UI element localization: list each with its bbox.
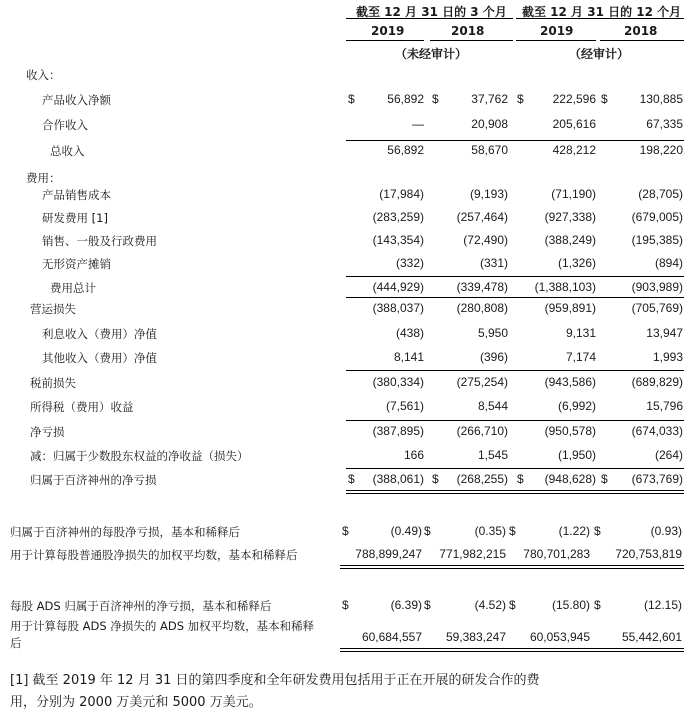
row-value: 8,544 xyxy=(477,399,508,413)
row-label: 无形资产摊销 xyxy=(42,257,111,271)
dollar-sign: $ xyxy=(432,472,439,486)
year-rule-1 xyxy=(346,40,424,41)
dollar-sign: $ xyxy=(348,472,355,486)
row-value: (9,193) xyxy=(469,187,508,201)
pershare-value: (0.93) xyxy=(650,524,682,538)
row-value: (388,061) xyxy=(372,472,424,486)
row-label: 利息收入（费用）净值 xyxy=(42,327,157,341)
footnote-line-2: 用，分别为 2000 万美元和 5000 万美元。 xyxy=(10,695,262,710)
pershare-value: (12.15) xyxy=(643,598,682,612)
pershare-label: 用于计算每股普通股净损失的加权平均数，基本和稀释后 xyxy=(10,548,298,562)
row-label: 费用： xyxy=(26,171,61,185)
pershare-value: 55,442,601 xyxy=(621,630,682,644)
year-rule-2 xyxy=(430,40,513,41)
row-value: (1,388,103) xyxy=(534,280,596,294)
pershare-value: 720,753,819 xyxy=(615,547,682,561)
dollar-sign: $ xyxy=(342,524,349,538)
year-col-4: 2018 xyxy=(624,24,658,38)
double-rule-b xyxy=(346,493,684,494)
perads-double-rule-a xyxy=(340,648,684,649)
row-value: (943,586) xyxy=(544,375,596,389)
row-value: (388,249) xyxy=(544,233,596,247)
rule-above-net-loss xyxy=(346,420,684,421)
dollar-sign: $ xyxy=(509,598,516,612)
row-value: (257,464) xyxy=(456,210,508,224)
header-3-months: 截至 12 月 31 日的 3 个月 xyxy=(356,5,507,19)
row-value: (903,989) xyxy=(631,280,683,294)
pershare-value: (0.49) xyxy=(390,524,422,538)
row-value: (959,891) xyxy=(544,301,596,315)
row-value: (927,338) xyxy=(544,210,596,224)
row-value: — xyxy=(412,117,424,131)
pershare-value: (15.80) xyxy=(551,598,590,612)
row-value: 15,796 xyxy=(646,399,683,413)
row-label: 营运损失 xyxy=(30,302,76,316)
header-12m-rule xyxy=(516,18,684,19)
year-col-2: 2018 xyxy=(451,24,485,38)
header-12-months: 截至 12 月 31 日的 12 个月 xyxy=(522,5,682,19)
row-value: 56,892 xyxy=(387,92,424,106)
row-label: 收入： xyxy=(26,68,61,82)
row-label: 产品收入净额 xyxy=(42,93,111,107)
row-label: 归属于百济神州的净亏损 xyxy=(30,473,157,487)
row-value: (438) xyxy=(395,326,424,340)
row-value: 58,670 xyxy=(471,143,508,157)
row-value: (387,895) xyxy=(372,424,424,438)
row-value: (1,950) xyxy=(557,448,596,462)
double-rule-a xyxy=(346,490,684,491)
pershare-label: 归属于百济神州的每股净亏损，基本和稀释后 xyxy=(10,525,240,539)
pershare-double-rule-b xyxy=(340,568,684,569)
pershare-value: (6.39) xyxy=(390,598,422,612)
dollar-sign: $ xyxy=(342,598,349,612)
row-value: (6,992) xyxy=(557,399,596,413)
row-value: (444,929) xyxy=(372,280,424,294)
unaudited-label: （未经审计） xyxy=(395,47,468,61)
row-value: 8,141 xyxy=(393,350,424,364)
row-label: 其他收入（费用）净值 xyxy=(42,351,157,365)
row-value: 1,545 xyxy=(477,448,508,462)
row-value: (674,033) xyxy=(631,424,683,438)
row-value: (17,984) xyxy=(379,187,424,201)
row-value: 20,908 xyxy=(471,117,508,131)
rule-above-total-expenses xyxy=(346,276,684,277)
row-label: 净亏损 xyxy=(30,425,65,439)
pershare-value: 771,982,215 xyxy=(439,547,506,561)
pershare-value: (4.52) xyxy=(474,598,506,612)
row-label: 总收入 xyxy=(50,144,85,158)
row-label: 所得税（费用）收益 xyxy=(30,400,134,414)
rule-above-total-revenue xyxy=(346,140,684,141)
footnote-line-1: [1] 截至 2019 年 12 月 31 日的第四季度和全年研发费用包括用于正在开展的研发合作的费 xyxy=(10,673,540,688)
row-value: (339,478) xyxy=(456,280,508,294)
pershare-value: 60,053,945 xyxy=(529,630,590,644)
row-value: (195,385) xyxy=(631,233,683,247)
pershare-value: (1.22) xyxy=(558,524,590,538)
perads-double-rule-b xyxy=(340,651,684,652)
row-value: (396) xyxy=(479,350,508,364)
row-label: 研发费用 [1] xyxy=(42,211,108,225)
row-value: 130,885 xyxy=(639,92,683,106)
row-value: 428,212 xyxy=(552,143,596,157)
row-value: (894) xyxy=(654,256,683,270)
row-value: (280,808) xyxy=(456,301,508,315)
row-value: 222,596 xyxy=(552,92,596,106)
pershare-value: 780,701,283 xyxy=(523,547,590,561)
row-value: (380,334) xyxy=(372,375,424,389)
rule-above-attributable-loss xyxy=(346,468,684,469)
rule-above-operating-loss xyxy=(346,297,684,298)
row-value: (266,710) xyxy=(456,424,508,438)
rule-above-pretax-loss xyxy=(346,370,684,371)
pershare-value: 59,383,247 xyxy=(445,630,506,644)
pershare-label: 每股 ADS 归属于百济神州的净亏损，基本和稀释后 xyxy=(10,599,272,613)
row-value: (7,561) xyxy=(385,399,424,413)
header-3m-rule xyxy=(346,18,513,19)
row-value: (331) xyxy=(479,256,508,270)
row-value: (71,190) xyxy=(551,187,596,201)
row-value: (332) xyxy=(395,256,424,270)
row-value: 9,131 xyxy=(565,326,596,340)
dollar-sign: $ xyxy=(432,92,439,106)
pershare-value: 60,684,557 xyxy=(361,630,422,644)
row-value: 37,762 xyxy=(471,92,508,106)
row-value: 13,947 xyxy=(646,326,683,340)
year-col-1: 2019 xyxy=(371,24,405,38)
row-value: (283,259) xyxy=(372,210,424,224)
dollar-sign: $ xyxy=(424,524,431,538)
row-value: 1,993 xyxy=(652,350,683,364)
row-value: (72,490) xyxy=(463,233,508,247)
year-rule-4 xyxy=(600,40,684,41)
row-value: 56,892 xyxy=(387,143,424,157)
row-value: (705,769) xyxy=(631,301,683,315)
row-value: (28,705) xyxy=(638,187,683,201)
row-value: (143,354) xyxy=(372,233,424,247)
row-value: (275,254) xyxy=(456,375,508,389)
row-label: 费用总计 xyxy=(50,281,96,295)
pershare-label-line2: 后 xyxy=(10,636,22,650)
row-value: (268,255) xyxy=(456,472,508,486)
row-value: 67,335 xyxy=(646,117,683,131)
row-value: 5,950 xyxy=(477,326,508,340)
row-label: 产品销售成本 xyxy=(42,188,111,202)
row-value: (689,829) xyxy=(631,375,683,389)
dollar-sign: $ xyxy=(348,92,355,106)
row-label: 合作收入 xyxy=(42,118,88,132)
row-value: (679,005) xyxy=(631,210,683,224)
dollar-sign: $ xyxy=(594,524,601,538)
row-label: 减：归属于少数股东权益的净收益（损失） xyxy=(30,449,249,463)
row-value: (1,326) xyxy=(557,256,596,270)
row-label: 税前损失 xyxy=(30,376,76,390)
pershare-value: 788,899,247 xyxy=(355,547,422,561)
row-value: (264) xyxy=(654,448,683,462)
dollar-sign: $ xyxy=(601,92,608,106)
year-col-3: 2019 xyxy=(540,24,574,38)
dollar-sign: $ xyxy=(517,472,524,486)
audited-label: （经审计） xyxy=(569,47,630,61)
row-value: (388,037) xyxy=(372,301,424,315)
row-value: (950,578) xyxy=(544,424,596,438)
row-value: 166 xyxy=(403,448,424,462)
row-value: 205,616 xyxy=(552,117,596,131)
dollar-sign: $ xyxy=(594,598,601,612)
row-value: (948,628) xyxy=(544,472,596,486)
pershare-label-line1: 用于计算每股 ADS 净损失的 ADS 加权平均数，基本和稀释 xyxy=(10,619,315,633)
dollar-sign: $ xyxy=(424,598,431,612)
pershare-double-rule-a xyxy=(340,565,684,566)
row-label: 销售、一般及行政费用 xyxy=(42,234,157,248)
dollar-sign: $ xyxy=(601,472,608,486)
dollar-sign: $ xyxy=(509,524,516,538)
year-rule-3 xyxy=(516,40,596,41)
row-value: 7,174 xyxy=(565,350,596,364)
row-value: 198,220 xyxy=(639,143,683,157)
row-value: (673,769) xyxy=(631,472,683,486)
pershare-value: (0.35) xyxy=(474,524,506,538)
dollar-sign: $ xyxy=(517,92,524,106)
